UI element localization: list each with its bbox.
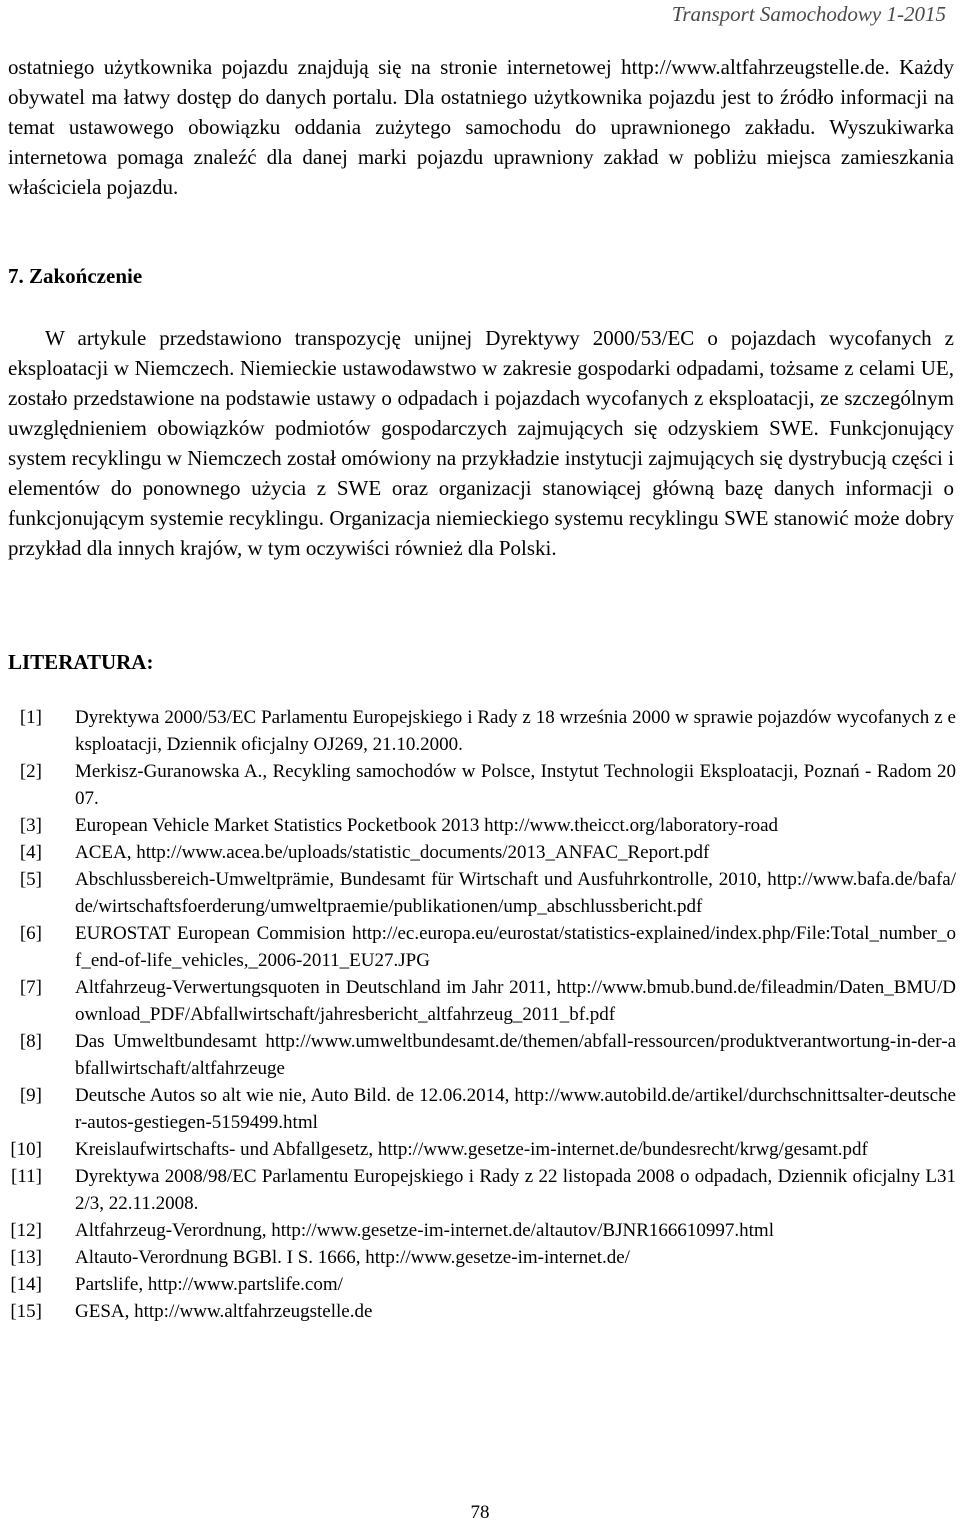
intro-paragraph: ostatniego użytkownika pojazdu znajdują się na stronie internetowej http://www.altfahrzeugstelle.de. Każdy obywatel ma łatwy dostęp do danych portalu. Dla ostatniego użytkownika pojazdu jest to źródło informacji na temat ustawowego obowiązku oddania zużytego samochodu do uprawnionego zakładu. Wyszukiwarka internetowa pomaga znaleźć dla danej marki pojazdu uprawniony zakład w pobliżu miejsca zamieszkania właściciela pojazdu. (8, 55, 954, 199)
reference-text: Altfahrzeug-Verordnung, http://www.gesetze-im-internet.de/altautov/BJNR166610997.html (75, 1220, 774, 1241)
reference-number: [1] (19, 707, 42, 728)
reference-item (0, 1298, 956, 1325)
reference-text: Dyrektywa 2008/98/EC Parlamentu Europejskiego i Rady z 22 listopada 2008 o odpadach, Dziennik oficjalny L312/3, 22.11.2008. (75, 1166, 956, 1214)
conclusion-paragraph (8, 323, 954, 563)
literature-heading: LITERATURA: (8, 650, 154, 674)
reference-text: Das Umweltbundesamt http://www.umweltbundesamt.de/themen/abfall-ressourcen/produktverantwortung-in-der-abfallwirtschaft/altfahrzeuge (75, 1031, 956, 1079)
reference-text: EUROSTAT European Commision http://ec.europa.eu/eurostat/statistics-explained/index.php/File:Total_number_of_end-of-life_vehicles,_2006-2011_EU27.JPG (75, 923, 956, 971)
reference-number: [9] (19, 1085, 42, 1106)
reference-text: Partslife, http://www.partslife.com/ (75, 1274, 343, 1295)
reference-number: [10] (10, 1139, 42, 1160)
conclusion-text: W artykule przedstawiono transpozycję unijnej Dyrektywy 2000/53/EC o pojazdach wycofanych z eksploatacji w Niemczech. Niemieckie ustawodawstwo w zakresie gospodarki odpadami, tożsame z celami UE, zostało przedstawione na podstawie ustawy o odpadach i pojazdach wycofanych z eksploatacji, ze szczególnym uwzględnieniem obowiązków podmiotów gospodarczych zajmujących się odzyskiem SWE. Funkcjonujący system recyklingu w Niemczech został omówiony na przykładzie instytucji zajmujących się dystrybucją części i elementów do ponownego użycia z SWE oraz organizacji stanowiącej główną bazę danych informacji o funkcjonującym systemie recyklingu. Organizacja niemieckiego systemu recyklingu SWE stanowić może dobry przykład dla innych krajów, w tym oczywiści również dla Polski. (8, 326, 954, 560)
reference-text: Dyrektywa 2000/53/EC Parlamentu Europejskiego i Rady z 18 września 2000 w sprawie pojazdów wycofanych z eksploatacji, Dziennik oficjalny OJ269, 21.10.2000. (75, 707, 956, 755)
reference-text: Abschlussbereich-Umweltprämie, Bundesamt für Wirtschaft und Ausfuhrkontrolle, 2010, http://www.bafa.de/bafa/de/wirtschaftsfoerderung/umweltpraemie/publikationen/ump_abschlussbericht.pdf (75, 869, 956, 917)
reference-number: [2] (19, 761, 42, 782)
reference-number: [13] (10, 1247, 42, 1268)
journal-header: Transport Samochodowy 1-2015 (671, 2, 946, 26)
reference-item (0, 974, 956, 1028)
reference-text: Altfahrzeug-Verwertungsquoten in Deutschland im Jahr 2011, http://www.bmub.bund.de/fileadmin/Daten_BMU/Download_PDF/Abfallwirtschaft/jahresbericht_altfahrzeug_2011_bf.pdf (75, 977, 956, 1025)
reference-item (0, 1163, 956, 1217)
reference-item (0, 866, 956, 920)
reference-list (0, 704, 956, 1325)
page-number: 78 (470, 1502, 490, 1523)
reference-number: [12] (10, 1220, 42, 1241)
section-heading-conclusion: 7. Zakończenie (8, 264, 143, 288)
reference-number: [8] (19, 1031, 42, 1052)
reference-number: [14] (10, 1274, 42, 1295)
reference-item (0, 1217, 956, 1244)
reference-item (0, 1136, 956, 1163)
reference-item (0, 812, 956, 839)
reference-number: [5] (19, 869, 42, 890)
reference-item (0, 758, 956, 812)
reference-number: [4] (19, 842, 42, 863)
reference-text: ACEA, http://www.acea.be/uploads/statistic_documents/2013_ANFAC_Report.pdf (75, 842, 710, 863)
reference-number: [3] (19, 815, 42, 836)
reference-item (0, 704, 956, 758)
reference-text: Deutsche Autos so alt wie nie, Auto Bild. de 12.06.2014, http://www.autobild.de/artikel/durchschnittsalter-deutscher-autos-gestiegen-5159499.html (75, 1085, 956, 1133)
reference-item (0, 839, 956, 866)
reference-text: Kreislaufwirtschafts- und Abfallgesetz, http://www.gesetze-im-internet.de/bundesrecht/krwg/gesamt.pdf (75, 1139, 868, 1160)
reference-item (0, 1244, 956, 1271)
reference-item (0, 1082, 956, 1136)
reference-text: Altauto-Verordnung BGBl. I S. 1666, http://www.gesetze-im-internet.de/ (75, 1247, 630, 1268)
reference-item (0, 1028, 956, 1082)
reference-text: Merkisz-Guranowska A., Recykling samochodów w Polsce, Instytut Technologii Eksploatacji, Poznań - Radom 2007. (75, 761, 956, 809)
reference-text: GESA, http://www.altfahrzeugstelle.de (75, 1301, 373, 1322)
reference-item (0, 1271, 956, 1298)
reference-number: [11] (11, 1166, 42, 1187)
reference-number: [6] (19, 923, 42, 944)
reference-number: [15] (10, 1301, 42, 1322)
reference-text: European Vehicle Market Statistics Pocketbook 2013 http://www.theicct.org/laboratory-road (75, 815, 779, 836)
reference-item (0, 920, 956, 974)
reference-number: [7] (19, 977, 42, 998)
